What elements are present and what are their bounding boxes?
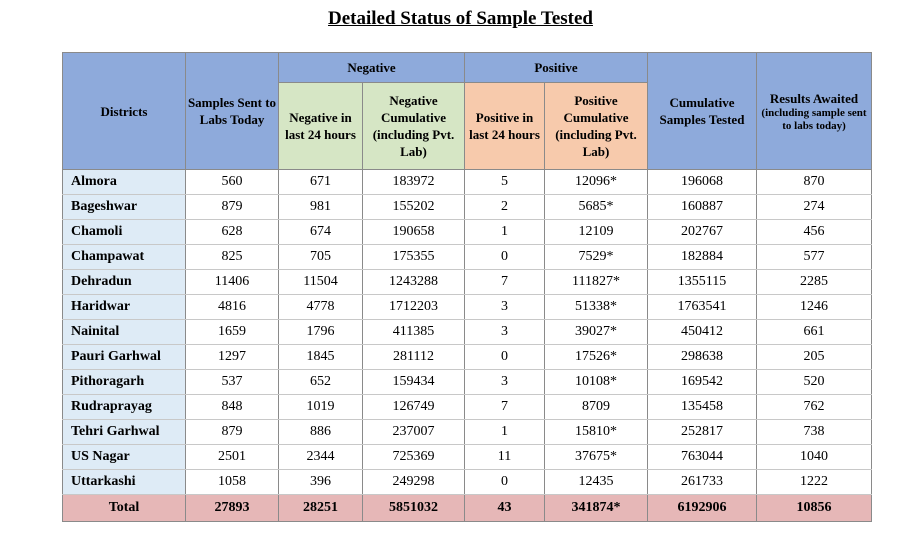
cell-samples-sent: 628: [186, 220, 279, 245]
cell-district: Dehradun: [63, 270, 186, 295]
cell-positive-cumulative: 17526*: [545, 345, 648, 370]
cell-district: Nainital: [63, 320, 186, 345]
cell-positive-24h: 3: [465, 320, 545, 345]
cell-cumulative-tested: 252817: [648, 420, 757, 445]
table-row: [63, 220, 872, 245]
cell-district: Pithoragarh: [63, 370, 186, 395]
cell-results-awaited: 1246: [757, 295, 872, 320]
cell-samples-sent: 560: [186, 170, 279, 195]
cell-cumulative-tested: 1355115: [648, 270, 757, 295]
header-negative-24h: Negative in last 24 hours: [279, 83, 363, 170]
cell-results-awaited: 762: [757, 395, 872, 420]
cell-positive-24h: 3: [465, 370, 545, 395]
cell-cumulative-tested: 135458: [648, 395, 757, 420]
cell-cumulative-tested: 261733: [648, 470, 757, 495]
cell-positive-24h: 0: [465, 345, 545, 370]
cell-positive-cumulative: 51338*: [545, 295, 648, 320]
header-samples-sent: Samples Sent to Labs Today: [186, 53, 279, 170]
cell-samples-sent: 1659: [186, 320, 279, 345]
cell-cumulative-tested: 182884: [648, 245, 757, 270]
cell-samples-sent: 879: [186, 195, 279, 220]
cell-negative-cumulative: 126749: [363, 395, 465, 420]
total-negative-24h: 28251: [279, 495, 363, 522]
table-row: [63, 170, 872, 195]
cell-negative-24h: 2344: [279, 445, 363, 470]
cell-cumulative-tested: 298638: [648, 345, 757, 370]
cell-results-awaited: 205: [757, 345, 872, 370]
cell-cumulative-tested: 450412: [648, 320, 757, 345]
header-results-awaited: [757, 53, 872, 170]
cell-positive-24h: 5: [465, 170, 545, 195]
cell-results-awaited: 1040: [757, 445, 872, 470]
cell-positive-24h: 0: [465, 245, 545, 270]
table-row: [63, 445, 872, 470]
cell-positive-cumulative: 15810*: [545, 420, 648, 445]
table-row: [63, 195, 872, 220]
table-row: [63, 370, 872, 395]
results-awaited-label: Results Awaited: [769, 90, 859, 106]
total-cumulative-tested: 6192906: [648, 495, 757, 522]
cell-samples-sent: 879: [186, 420, 279, 445]
cell-district: Bageshwar: [63, 195, 186, 220]
cell-negative-24h: 4778: [279, 295, 363, 320]
cell-negative-24h: 886: [279, 420, 363, 445]
cell-samples-sent: 537: [186, 370, 279, 395]
cell-negative-cumulative: 281112: [363, 345, 465, 370]
cell-negative-cumulative: 190658: [363, 220, 465, 245]
cell-negative-cumulative: 183972: [363, 170, 465, 195]
cell-negative-24h: 981: [279, 195, 363, 220]
cell-samples-sent: 11406: [186, 270, 279, 295]
cell-positive-cumulative: 8709: [545, 395, 648, 420]
header-positive-cumulative: Positive Cumulative (including Pvt. Lab): [545, 83, 648, 170]
cell-samples-sent: 1058: [186, 470, 279, 495]
cell-negative-24h: 671: [279, 170, 363, 195]
header-districts: Districts: [63, 53, 186, 170]
cell-negative-24h: 674: [279, 220, 363, 245]
cell-district: Almora: [63, 170, 186, 195]
cell-samples-sent: 848: [186, 395, 279, 420]
cell-positive-cumulative: 10108*: [545, 370, 648, 395]
cell-results-awaited: 738: [757, 420, 872, 445]
total-positive-24h: 43: [465, 495, 545, 522]
cell-positive-24h: 3: [465, 295, 545, 320]
cell-samples-sent: 4816: [186, 295, 279, 320]
table-row: [63, 395, 872, 420]
cell-negative-24h: 1796: [279, 320, 363, 345]
header-negative-cumulative: Negative Cumulative (including Pvt. Lab): [363, 83, 465, 170]
table-row: [63, 245, 872, 270]
cell-samples-sent: 825: [186, 245, 279, 270]
cell-positive-cumulative: 12096*: [545, 170, 648, 195]
cell-results-awaited: 2285: [757, 270, 872, 295]
cell-negative-24h: 1019: [279, 395, 363, 420]
cell-positive-cumulative: 7529*: [545, 245, 648, 270]
page-title: Detailed Status of Sample Tested: [328, 8, 593, 29]
total-row: [63, 495, 872, 522]
cell-positive-24h: 11: [465, 445, 545, 470]
cell-cumulative-tested: 763044: [648, 445, 757, 470]
cell-negative-cumulative: 159434: [363, 370, 465, 395]
table-body: [63, 170, 872, 522]
cell-results-awaited: 274: [757, 195, 872, 220]
cell-cumulative-tested: 1763541: [648, 295, 757, 320]
table-row: [63, 320, 872, 345]
cell-district: Champawat: [63, 245, 186, 270]
cell-negative-cumulative: 249298: [363, 470, 465, 495]
total-samples-sent: 27893: [186, 495, 279, 522]
cell-results-awaited: 577: [757, 245, 872, 270]
cell-positive-cumulative: 111827*: [545, 270, 648, 295]
cell-results-awaited: 870: [757, 170, 872, 195]
cell-district: Pauri Garhwal: [63, 345, 186, 370]
cell-negative-24h: 705: [279, 245, 363, 270]
cell-results-awaited: 1222: [757, 470, 872, 495]
cell-district: Haridwar: [63, 295, 186, 320]
total-negative-cumulative: 5851032: [363, 495, 465, 522]
cell-district: US Nagar: [63, 445, 186, 470]
cell-negative-cumulative: 175355: [363, 245, 465, 270]
cell-negative-cumulative: 411385: [363, 320, 465, 345]
cell-negative-24h: 652: [279, 370, 363, 395]
cell-cumulative-tested: 169542: [648, 370, 757, 395]
header-positive-24h: Positive in last 24 hours: [465, 83, 545, 170]
cell-negative-24h: 396: [279, 470, 363, 495]
cell-positive-24h: 1: [465, 420, 545, 445]
table-row: [63, 420, 872, 445]
cell-negative-cumulative: 237007: [363, 420, 465, 445]
cell-negative-24h: 1845: [279, 345, 363, 370]
cell-positive-cumulative: 5685*: [545, 195, 648, 220]
results-awaited-note: (including sample sent to labs today): [761, 106, 867, 132]
table-row: [63, 295, 872, 320]
sample-status-table: [62, 52, 872, 522]
cell-negative-cumulative: 725369: [363, 445, 465, 470]
total-results-awaited: 10856: [757, 495, 872, 522]
cell-district: Tehri Garhwal: [63, 420, 186, 445]
cell-negative-cumulative: 1712203: [363, 295, 465, 320]
header-cumulative-tested: Cumulative Samples Tested: [648, 53, 757, 170]
cell-positive-cumulative: 12435: [545, 470, 648, 495]
cell-samples-sent: 2501: [186, 445, 279, 470]
cell-positive-cumulative: 37675*: [545, 445, 648, 470]
cell-positive-24h: 7: [465, 270, 545, 295]
cell-negative-24h: 11504: [279, 270, 363, 295]
cell-cumulative-tested: 202767: [648, 220, 757, 245]
total-positive-cumulative: 341874*: [545, 495, 648, 522]
cell-results-awaited: 661: [757, 320, 872, 345]
cell-positive-24h: 1: [465, 220, 545, 245]
cell-district: Chamoli: [63, 220, 186, 245]
cell-district: Rudraprayag: [63, 395, 186, 420]
cell-samples-sent: 1297: [186, 345, 279, 370]
cell-cumulative-tested: 196068: [648, 170, 757, 195]
cell-positive-cumulative: 39027*: [545, 320, 648, 345]
header-positive-group: Positive: [465, 53, 648, 83]
table-row: [63, 470, 872, 495]
cell-positive-24h: 7: [465, 395, 545, 420]
cell-results-awaited: 456: [757, 220, 872, 245]
cell-cumulative-tested: 160887: [648, 195, 757, 220]
cell-negative-cumulative: 1243288: [363, 270, 465, 295]
total-district: Total: [63, 495, 186, 522]
cell-positive-24h: 0: [465, 470, 545, 495]
table-row: [63, 345, 872, 370]
cell-negative-cumulative: 155202: [363, 195, 465, 220]
cell-district: Uttarkashi: [63, 470, 186, 495]
header-negative-group: Negative: [279, 53, 465, 83]
cell-results-awaited: 520: [757, 370, 872, 395]
table-row: [63, 270, 872, 295]
cell-positive-cumulative: 12109: [545, 220, 648, 245]
cell-positive-24h: 2: [465, 195, 545, 220]
